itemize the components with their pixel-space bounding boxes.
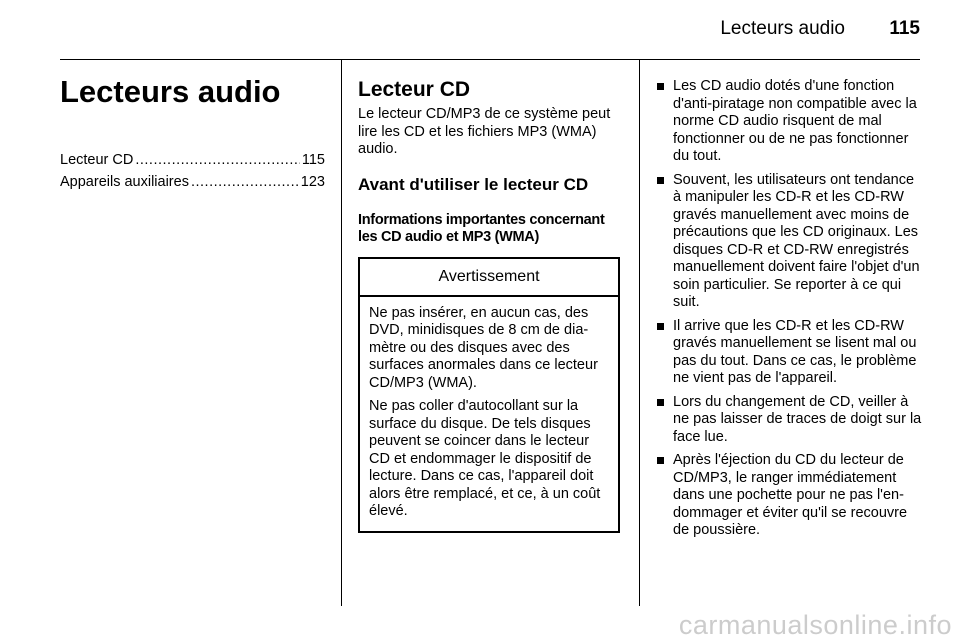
warning-title: Avertissement — [360, 259, 618, 297]
list-item — [656, 318, 922, 388]
chapter-title: Lecteurs audio — [60, 74, 281, 109]
warning-body — [360, 297, 618, 531]
toc-leader-dots — [191, 171, 299, 193]
running-header-title: Lecteurs audio — [720, 18, 845, 39]
subsection-title: Avant d'utiliser le lecteur CD — [358, 174, 589, 194]
section-column — [358, 77, 621, 533]
list-item-text: Lors du changement de CD, veiller à ne pas laisser de traces de doigt sur la face lue. — [673, 393, 922, 445]
column-divider — [639, 60, 640, 606]
section-intro: Le lecteur CD/MP3 de ce système peut lire les CD et les fichiers MP3 (WMA) audio. — [358, 106, 611, 157]
square-bullet-icon — [657, 457, 664, 464]
warning-paragraph: Ne pas insérer, en aucun cas, des DVD, minidisques de 8 cm de diamètre ou des disques avec des surfaces anormales dans ce lecteur CD/MP3 (WMA). — [369, 304, 598, 391]
toc-leader-dots — [135, 149, 300, 171]
warning-box — [358, 257, 620, 533]
toc-entry-label: Lecteur CD — [60, 152, 134, 168]
toc-entry-lecteur-cd[interactable] — [60, 149, 325, 171]
bullet-column — [656, 78, 922, 546]
subsubsection-title: Informations importantes concernant les CD audio et MP3 (WMA) — [358, 211, 605, 245]
column-divider — [341, 60, 342, 606]
square-bullet-icon — [657, 83, 664, 90]
list-item — [656, 394, 922, 447]
toc-entry-appareils-auxiliaires[interactable] — [60, 171, 325, 193]
list-item-text: Les CD audio dotés d'une fonction d'anti-piratage non compatible avec la norme CD audio risquent de mal fonctionner ou de ne pas fonctionner du tout. — [673, 78, 917, 164]
square-bullet-icon — [657, 323, 664, 330]
toc-entry-page: 123 — [300, 174, 325, 190]
list-item — [656, 78, 922, 166]
chapter-column — [60, 72, 325, 193]
toc-entry-label: Appareils auxiliaires — [60, 174, 189, 190]
watermark: carmanualsonline.info — [678, 610, 952, 640]
list-item-text: Souvent, les utilisateurs ont tendance à manipuler les CD-R et les CD-RW gravés manuellement avec moins de précautions que les CD originaux. Les disques CD-R et CD-RW enregistrés manuellement doivent faire l'objet d'un soin particulier. Se reporter à ce qui suit. — [673, 171, 920, 310]
section-title: Lecteur CD — [358, 78, 471, 101]
warning-paragraph: Ne pas coller d'autocollant sur la surface du disque. De tels disques peuvent se coincer dans le lecteur CD et endommager le dispositif de lecture. Dans ce cas, l'appareil doit alors être remplacé, et ce, à un coût élevé. — [369, 398, 601, 519]
header-rule — [60, 59, 920, 60]
square-bullet-icon — [657, 399, 664, 406]
list-item — [656, 452, 922, 540]
toc-entry-page: 115 — [301, 152, 325, 168]
list-item-text: Il arrive que les CD-R et les CD-RW gravés manuellement se lisent mal ou pas du tout. Dans ce cas, le problème ne vient pas de l'appareil. — [673, 317, 917, 386]
list-item-text: Après l'éjection du CD du lecteur de CD/MP3, le ranger immédiatement dans une pochette pour ne pas l'endommager et éviter qu'il se recouvre de poussière. — [673, 452, 908, 538]
bullet-list — [656, 78, 922, 540]
list-item — [656, 172, 922, 312]
table-of-contents — [60, 149, 325, 193]
page-number: 115 — [889, 18, 920, 39]
square-bullet-icon — [657, 177, 664, 184]
